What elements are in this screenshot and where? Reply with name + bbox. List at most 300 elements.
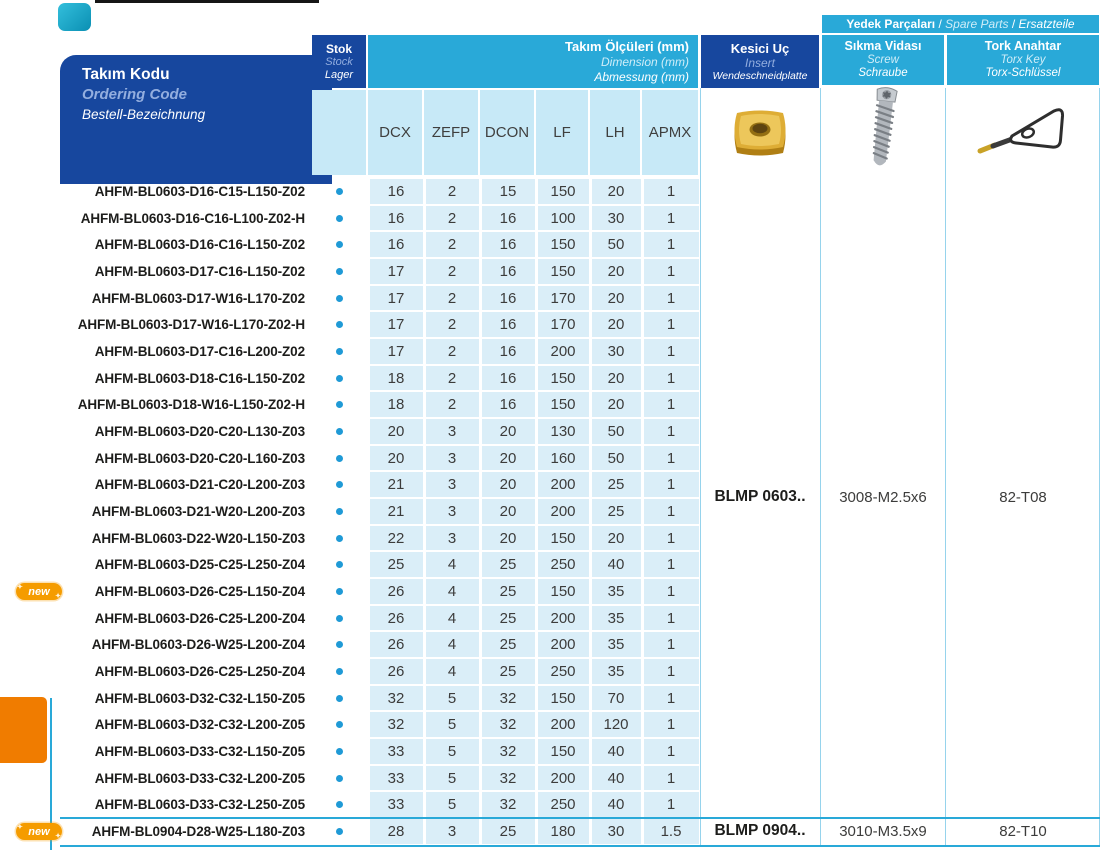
dim-dcon: 16 — [480, 391, 536, 418]
dim-apmx: 1 — [642, 711, 700, 738]
stock-cell — [310, 765, 368, 792]
dim-lh: 40 — [590, 551, 642, 578]
dim-apmx: 1 — [642, 685, 700, 712]
ordering-code: AHFM-BL0603-D33-C32-L200-Z05 — [94, 770, 305, 786]
dim-dcx: 32 — [368, 685, 424, 712]
dim-zefp: 4 — [424, 551, 480, 578]
dim-dcon: 16 — [480, 311, 536, 338]
left-edge-tab — [0, 697, 47, 763]
dim-apmx: 1 — [642, 765, 700, 792]
table-row — [60, 685, 700, 712]
dim-dcx: 16 — [368, 205, 424, 232]
insert-label-en: Insert — [744, 55, 775, 70]
stock-cell — [310, 578, 368, 605]
dim-zefp: 2 — [424, 338, 480, 365]
dim-zefp: 2 — [424, 391, 480, 418]
dim-dcx: 21 — [368, 471, 424, 498]
dim-zefp: 4 — [424, 605, 480, 632]
ordering-code: AHFM-BL0603-D26-C25-L250-Z04 — [94, 663, 305, 679]
group1-torx-value: 82-T08 — [999, 488, 1047, 506]
spare-parts-label-tr: Yedek Parçaları — [846, 17, 936, 31]
ordering-code: AHFM-BL0603-D18-W16-L150-Z02-H — [77, 397, 305, 413]
column-header-lh: LH — [590, 90, 640, 175]
spare-parts-header — [822, 15, 1099, 33]
dim-lh: 120 — [590, 711, 642, 738]
table-row — [60, 391, 700, 418]
stock-dot — [336, 295, 343, 302]
stock-label-de: Lager — [324, 68, 354, 81]
dim-dcon: 25 — [480, 658, 536, 685]
dim-dcx: 16 — [368, 231, 424, 258]
dim-apmx: 1 — [642, 631, 700, 658]
table-row — [60, 311, 700, 338]
dim-lf: 130 — [536, 418, 590, 445]
new-badge-label: new — [28, 585, 50, 598]
stock-dot — [336, 241, 343, 248]
dim-lf: 200 — [536, 338, 590, 365]
ordering-code: AHFM-BL0603-D16-C15-L150-Z02 — [94, 183, 305, 199]
dim-zefp: 2 — [424, 178, 480, 205]
stock-header — [312, 35, 366, 88]
column-header-apmx: APMX — [642, 90, 698, 175]
stock-cell — [310, 391, 368, 418]
column-header-dcon: DCON — [480, 90, 534, 175]
stock-label-en: Stock — [325, 55, 353, 68]
stock-cell — [310, 445, 368, 472]
stock-dot — [336, 428, 343, 435]
dim-dcon: 16 — [480, 285, 536, 312]
dim-apmx: 1 — [642, 471, 700, 498]
dim-lf: 200 — [536, 498, 590, 525]
ordering-code-label-en: Ordering Code — [82, 86, 188, 103]
dim-dcon: 20 — [480, 471, 536, 498]
dim-lf: 150 — [536, 231, 590, 258]
dim-dcx: 20 — [368, 418, 424, 445]
dim-zefp: 5 — [424, 685, 480, 712]
dim-lf: 150 — [536, 525, 590, 552]
ordering-code: AHFM-BL0603-D26-W25-L200-Z04 — [91, 637, 305, 653]
dim-lf: 250 — [536, 658, 590, 685]
stock-dot — [336, 321, 343, 328]
dim-lh: 40 — [590, 765, 642, 792]
stock-dot — [336, 188, 343, 195]
dim-lh: 20 — [590, 178, 642, 205]
dim-apmx: 1 — [642, 525, 700, 552]
dim-lf: 200 — [536, 605, 590, 632]
table-row — [60, 418, 700, 445]
dim-lh: 40 — [590, 791, 642, 818]
dim-dcon: 25 — [480, 631, 536, 658]
dim-apmx: 1.5 — [642, 818, 700, 845]
table-row — [60, 551, 700, 578]
ordering-code: AHFM-BL0603-D22-W20-L150-Z03 — [91, 530, 305, 546]
dim-lf: 200 — [536, 631, 590, 658]
dim-apmx: 1 — [642, 551, 700, 578]
ordering-code: AHFM-BL0603-D17-C16-L150-Z02 — [94, 263, 305, 279]
dim-apmx: 1 — [642, 578, 700, 605]
ordering-code: AHFM-BL0603-D25-C25-L250-Z04 — [94, 557, 305, 573]
stock-dot — [336, 508, 343, 515]
column-header-lf: LF — [536, 90, 588, 175]
stock-cell — [310, 231, 368, 258]
spare-parts-label-de: Ersatzteile — [1018, 17, 1075, 31]
ordering-code: AHFM-BL0603-D21-W20-L200-Z03 — [91, 503, 305, 519]
stock-dot — [336, 668, 343, 675]
dim-apmx: 1 — [642, 338, 700, 365]
stock-cell — [310, 791, 368, 818]
dim-lf: 250 — [536, 791, 590, 818]
dim-zefp: 3 — [424, 525, 480, 552]
dim-apmx: 1 — [642, 231, 700, 258]
ordering-code: AHFM-BL0603-D17-C16-L200-Z02 — [94, 343, 305, 359]
stock-cell — [310, 471, 368, 498]
dim-dcx: 26 — [368, 605, 424, 632]
dim-lf: 170 — [536, 285, 590, 312]
dimensions-label-tr: Takım Ölçüleri (mm) — [564, 38, 689, 54]
dim-apmx: 1 — [642, 205, 700, 232]
dim-dcon: 25 — [480, 818, 536, 845]
dim-lh: 50 — [590, 418, 642, 445]
stock-label-tr: Stok — [325, 41, 352, 56]
dim-apmx: 1 — [642, 311, 700, 338]
dim-zefp: 5 — [424, 765, 480, 792]
ordering-code: AHFM-BL0603-D21-C20-L200-Z03 — [94, 477, 305, 493]
table-row — [60, 711, 700, 738]
dim-dcx: 17 — [368, 285, 424, 312]
dim-dcon: 16 — [480, 338, 536, 365]
dim-dcx: 17 — [368, 311, 424, 338]
screw-label-de: Schraube — [858, 67, 908, 80]
torx-label-en: Torx Key — [1000, 53, 1046, 66]
dim-zefp: 2 — [424, 231, 480, 258]
stock-dot — [336, 828, 343, 835]
ordering-code: AHFM-BL0603-D26-C25-L150-Z04 — [94, 583, 305, 599]
dim-dcx: 17 — [368, 338, 424, 365]
dim-zefp: 2 — [424, 365, 480, 392]
spare-parts-separator: / — [935, 17, 946, 31]
screw-header — [822, 35, 944, 85]
dim-dcx: 33 — [368, 738, 424, 765]
spare-parts-separator: / — [1008, 17, 1019, 31]
dim-zefp: 5 — [424, 791, 480, 818]
column-separator-line — [1099, 88, 1100, 845]
insert-image-cell — [701, 90, 819, 175]
dim-dcon: 32 — [480, 685, 536, 712]
stock-dot — [336, 721, 343, 728]
dim-dcx: 32 — [368, 711, 424, 738]
table-row — [60, 365, 700, 392]
group2-screw-value: 3010-M3.5x9 — [839, 822, 927, 840]
column-header-dcx: DCX — [368, 90, 422, 175]
stock-dot — [336, 588, 343, 595]
ordering-code: AHFM-BL0603-D16-C16-L100-Z02-H — [80, 210, 305, 226]
dim-dcon: 16 — [480, 258, 536, 285]
dim-zefp: 3 — [424, 418, 480, 445]
dim-lf: 180 — [536, 818, 590, 845]
screw-label-en: Screw — [867, 53, 899, 66]
stock-dot — [336, 348, 343, 355]
dim-apmx: 1 — [642, 605, 700, 632]
stock-cell — [310, 605, 368, 632]
table-row — [60, 178, 700, 205]
dim-dcx: 33 — [368, 765, 424, 792]
milling-insert-icon — [728, 107, 792, 159]
dim-dcx: 22 — [368, 525, 424, 552]
dim-lh: 35 — [590, 605, 642, 632]
stock-dot — [336, 615, 343, 622]
dim-dcx: 17 — [368, 258, 424, 285]
stock-cell — [310, 498, 368, 525]
stock-cell — [310, 205, 368, 232]
stock-cell — [310, 551, 368, 578]
group2-torx-value: 82-T10 — [999, 822, 1047, 840]
torx-label-tr: Tork Anahtar — [984, 39, 1062, 54]
ordering-code: AHFM-BL0603-D16-C16-L150-Z02 — [94, 237, 305, 253]
screw-icon — [861, 87, 905, 173]
dimensions-label-en: Dimension (mm) — [600, 54, 689, 69]
torx-label-de: Torx-Schlüssel — [985, 67, 1061, 80]
dim-dcx: 26 — [368, 658, 424, 685]
dim-lf: 150 — [536, 738, 590, 765]
dim-zefp: 4 — [424, 658, 480, 685]
ordering-code: AHFM-BL0603-D20-C20-L160-Z03 — [94, 450, 305, 466]
table-row — [60, 258, 700, 285]
table-bottom-line — [60, 845, 1100, 847]
ordering-code-header — [60, 55, 332, 184]
stock-cell — [310, 631, 368, 658]
stock-dot — [336, 481, 343, 488]
ordering-code: AHFM-BL0603-D20-C20-L130-Z03 — [94, 423, 305, 439]
ordering-code-label-de: Bestell-Bezeichnung — [82, 107, 206, 122]
dim-lh: 30 — [590, 338, 642, 365]
table-row — [60, 285, 700, 312]
stock-dot — [336, 748, 343, 755]
table-row — [60, 471, 700, 498]
stock-cell — [310, 338, 368, 365]
table-row — [60, 791, 700, 818]
dim-dcon: 32 — [480, 738, 536, 765]
new-badge-label: new — [28, 825, 50, 838]
torx-key-icon — [975, 100, 1071, 160]
stock-cell — [310, 178, 368, 205]
dim-lf: 150 — [536, 578, 590, 605]
dim-lh: 50 — [590, 231, 642, 258]
dim-lf: 150 — [536, 178, 590, 205]
new-badge: ✦ new ✦ — [17, 824, 61, 841]
dim-dcx: 28 — [368, 818, 424, 845]
dim-lh: 20 — [590, 391, 642, 418]
stock-dot — [336, 455, 343, 462]
dim-lf: 200 — [536, 711, 590, 738]
dim-lh: 20 — [590, 365, 642, 392]
dim-lh: 20 — [590, 311, 642, 338]
dim-lh: 35 — [590, 631, 642, 658]
stock-dot — [336, 641, 343, 648]
dim-lh: 25 — [590, 498, 642, 525]
table-row — [60, 445, 700, 472]
dim-apmx: 1 — [642, 365, 700, 392]
table-row — [60, 658, 700, 685]
dim-lh: 30 — [590, 818, 642, 845]
dim-dcx: 18 — [368, 391, 424, 418]
dim-apmx: 1 — [642, 285, 700, 312]
dim-zefp: 2 — [424, 285, 480, 312]
screw-image-cell — [822, 85, 944, 175]
ordering-code: AHFM-BL0603-D17-W16-L170-Z02 — [91, 290, 305, 306]
table-row — [60, 338, 700, 365]
dim-lf: 170 — [536, 311, 590, 338]
stock-dot — [336, 268, 343, 275]
dim-dcon: 20 — [480, 445, 536, 472]
dim-dcon: 20 — [480, 498, 536, 525]
dim-lf: 200 — [536, 471, 590, 498]
screw-label-tr: Sıkma Vidası — [844, 39, 922, 54]
table-body — [60, 178, 700, 845]
dim-lh: 20 — [590, 525, 642, 552]
ordering-code: AHFM-BL0904-D28-W25-L180-Z03 — [91, 823, 305, 839]
dim-zefp: 3 — [424, 471, 480, 498]
stock-dot — [336, 401, 343, 408]
dim-dcon: 20 — [480, 418, 536, 445]
dim-zefp: 2 — [424, 205, 480, 232]
stock-dot — [336, 535, 343, 542]
dimensions-header — [368, 35, 698, 88]
table-row — [60, 765, 700, 792]
dim-dcx: 25 — [368, 551, 424, 578]
dim-lf: 150 — [536, 391, 590, 418]
group-separator-line — [60, 817, 1100, 819]
dim-lh: 50 — [590, 445, 642, 472]
dim-zefp: 2 — [424, 258, 480, 285]
dim-lh: 20 — [590, 285, 642, 312]
dim-zefp: 3 — [424, 445, 480, 472]
dim-lf: 100 — [536, 205, 590, 232]
insert-header — [701, 35, 819, 88]
table-row — [60, 525, 700, 552]
stock-cell — [310, 418, 368, 445]
dim-lf: 150 — [536, 365, 590, 392]
torx-key-header — [947, 35, 1099, 85]
dim-apmx: 1 — [642, 658, 700, 685]
dim-zefp: 4 — [424, 631, 480, 658]
dim-apmx: 1 — [642, 791, 700, 818]
table-row — [60, 205, 700, 232]
ordering-code: AHFM-BL0603-D33-C32-L250-Z05 — [94, 797, 305, 813]
stock-dot — [336, 375, 343, 382]
dim-dcon: 16 — [480, 205, 536, 232]
dim-apmx: 1 — [642, 445, 700, 472]
dim-dcx: 26 — [368, 578, 424, 605]
dim-apmx: 1 — [642, 258, 700, 285]
dim-zefp: 2 — [424, 311, 480, 338]
dim-zefp: 3 — [424, 498, 480, 525]
dim-lf: 150 — [536, 258, 590, 285]
dim-zefp: 5 — [424, 738, 480, 765]
dim-dcon: 32 — [480, 791, 536, 818]
dim-dcon: 15 — [480, 178, 536, 205]
stock-cell — [310, 311, 368, 338]
dimensions-label-de: Abmessung (mm) — [594, 69, 689, 84]
dim-dcon: 16 — [480, 365, 536, 392]
dim-dcx: 16 — [368, 178, 424, 205]
dim-lh: 20 — [590, 258, 642, 285]
stock-cell — [310, 685, 368, 712]
dim-lf: 150 — [536, 685, 590, 712]
dim-lh: 40 — [590, 738, 642, 765]
dim-apmx: 1 — [642, 418, 700, 445]
stock-cell — [310, 711, 368, 738]
stock-cell — [310, 525, 368, 552]
ordering-code: AHFM-BL0603-D17-W16-L170-Z02-H — [77, 317, 305, 333]
dim-dcon: 32 — [480, 711, 536, 738]
stock-dot — [336, 775, 343, 782]
dim-zefp: 5 — [424, 711, 480, 738]
dim-dcon: 16 — [480, 231, 536, 258]
group1-insert-value: BLMP 0603.. — [714, 488, 806, 505]
table-row — [60, 231, 700, 258]
dim-zefp: 3 — [424, 818, 480, 845]
torx-key-image-cell — [947, 85, 1099, 175]
stock-cell — [310, 658, 368, 685]
table-row — [60, 738, 700, 765]
stock-cell — [310, 818, 368, 845]
dim-dcon: 25 — [480, 551, 536, 578]
dim-apmx: 1 — [642, 178, 700, 205]
stock-dot — [336, 801, 343, 808]
corner-tab-decoration — [58, 3, 91, 31]
dim-lh: 35 — [590, 578, 642, 605]
stock-cell — [310, 738, 368, 765]
dim-apmx: 1 — [642, 738, 700, 765]
group2-insert-value: BLMP 0904.. — [714, 822, 806, 839]
table-row — [60, 605, 700, 632]
dim-lf: 250 — [536, 551, 590, 578]
spare-parts-label-en: Spare Parts — [945, 17, 1009, 31]
insert-label-tr: Kesici Uç — [730, 40, 790, 56]
ordering-code: AHFM-BL0603-D32-C32-L200-Z05 — [94, 717, 305, 733]
ordering-code: AHFM-BL0603-D26-C25-L200-Z04 — [94, 610, 305, 626]
stock-dot — [336, 215, 343, 222]
dim-dcx: 26 — [368, 631, 424, 658]
dim-dcon: 20 — [480, 525, 536, 552]
dim-zefp: 4 — [424, 578, 480, 605]
dim-dcx: 33 — [368, 791, 424, 818]
stock-dot — [336, 695, 343, 702]
dim-lf: 160 — [536, 445, 590, 472]
ordering-code-label-tr: Takım Kodu — [82, 66, 170, 83]
dim-dcx: 21 — [368, 498, 424, 525]
group1-screw-value: 3008-M2.5x6 — [839, 488, 927, 506]
dim-lh: 30 — [590, 205, 642, 232]
dim-dcon: 25 — [480, 605, 536, 632]
new-badge: ✦ new ✦ — [17, 584, 61, 601]
ordering-code: AHFM-BL0603-D32-C32-L150-Z05 — [94, 690, 305, 706]
dim-lh: 25 — [590, 471, 642, 498]
ordering-code: AHFM-BL0603-D33-C32-L150-Z05 — [94, 743, 305, 759]
stock-dot — [336, 561, 343, 568]
top-edge-line — [95, 0, 319, 3]
dim-lh: 35 — [590, 658, 642, 685]
dim-lh: 70 — [590, 685, 642, 712]
dim-dcon: 25 — [480, 578, 536, 605]
dim-dcx: 18 — [368, 365, 424, 392]
dim-apmx: 1 — [642, 498, 700, 525]
stock-cell — [310, 258, 368, 285]
dim-dcon: 32 — [480, 765, 536, 792]
dim-lf: 200 — [536, 765, 590, 792]
ordering-code: AHFM-BL0603-D18-C16-L150-Z02 — [94, 370, 305, 386]
table-row — [60, 498, 700, 525]
